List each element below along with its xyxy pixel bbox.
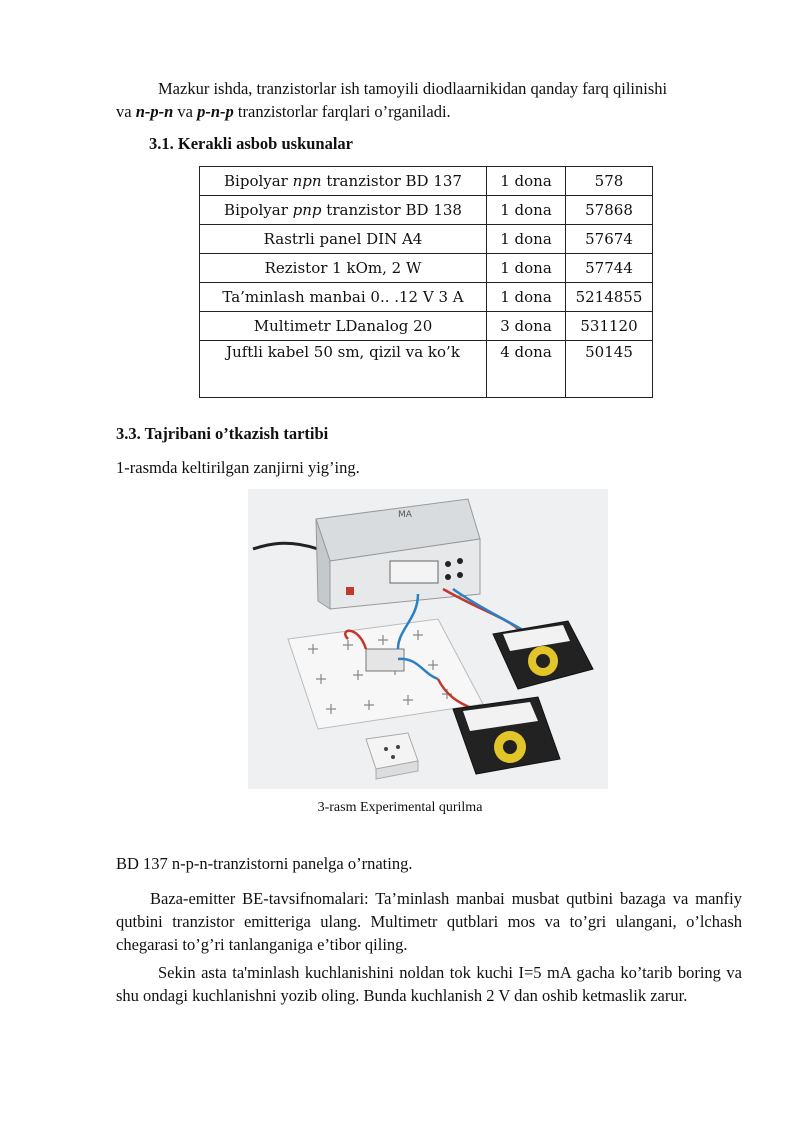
intro-line2-mid: va	[173, 102, 198, 121]
equipment-name: Bipolyar	[224, 172, 293, 190]
equipment-type: npn	[292, 172, 322, 190]
equipment-name: Rezistor 1 kOm, 2 W	[264, 259, 422, 277]
equipment-name: Juftli kabel 50 sm, qizil va ko’k	[226, 343, 460, 361]
equipment-name-cell	[200, 225, 487, 254]
power-supply-unit	[316, 499, 480, 609]
equipment-type: pnp	[292, 201, 322, 219]
intro-line1: Mazkur ishda, tranzistorlar ish tamoyili diodlaarnikidan qanday farq qilinishi	[158, 79, 668, 98]
equipment-quantity: 4 dona	[487, 341, 566, 398]
equipment-row	[200, 254, 653, 283]
experimental-setup-figure	[248, 489, 608, 789]
pnp-term: p-n-p	[197, 102, 234, 121]
section-heading-procedure: 3.3. Tajribani o’tkazish tartibi	[116, 424, 329, 443]
equipment-model: tranzistor BD 138	[321, 201, 462, 219]
equipment-quantity: 1 dona	[487, 283, 566, 312]
equipment-name-cell	[200, 312, 487, 341]
equipment-quantity: 3 dona	[487, 312, 566, 341]
figure-caption: 3-rasm Experimental qurilma	[317, 800, 483, 815]
equipment-code: 531120	[566, 312, 653, 341]
equipment-name-cell	[200, 341, 487, 398]
equipment-row	[200, 167, 653, 196]
equipment-quantity: 1 dona	[487, 254, 566, 283]
equipment-name: Rastrli panel DIN A4	[263, 230, 423, 248]
equipment-name-cell	[200, 196, 487, 225]
equipment-row	[200, 196, 653, 225]
intro-line2-prefix: va	[116, 102, 136, 121]
assemble-instruction: 1-rasmda keltirilgan zanjirni yig’ing.	[116, 458, 360, 477]
equipment-code: 5214855	[566, 283, 653, 312]
equipment-quantity: 1 dona	[487, 167, 566, 196]
be-characteristics-paragraph: Baza-emitter BE-tavsifnomalari: Ta’minlash manbai musbat qutbini bazaga va manfiy qutbini tranzistor emitteriga ulang. Multimetr qutblari mos va to’gri ulangani, o’lchash chegarasi to’g’ri tanlanganiga e’tibor qiling.	[116, 889, 742, 954]
setup-illustration	[248, 489, 608, 789]
equipment-code: 57674	[566, 225, 653, 254]
equipment-code: 50145	[566, 341, 653, 398]
equipment-row	[200, 312, 653, 341]
intro-line2-suffix: tranzistorlar farqlari o’rganiladi.	[233, 102, 451, 121]
equipment-code: 57868	[566, 196, 653, 225]
equipment-table	[199, 166, 653, 398]
equipment-name-cell	[200, 167, 487, 196]
npn-term: n-p-n	[135, 102, 174, 121]
equipment-row	[200, 225, 653, 254]
equipment-name-cell	[200, 283, 487, 312]
intro-paragraph	[116, 77, 742, 123]
equipment-code: 578	[566, 167, 653, 196]
equipment-quantity: 1 dona	[487, 225, 566, 254]
equipment-quantity: 1 dona	[487, 196, 566, 225]
figure-label: MA	[398, 510, 412, 520]
section-heading-equipment: 3.1. Kerakli asbob uskunalar	[149, 134, 354, 153]
equipment-row	[200, 341, 653, 398]
equipment-row	[200, 283, 653, 312]
equipment-code: 57744	[566, 254, 653, 283]
equipment-name-cell	[200, 254, 487, 283]
equipment-name: Ta’minlash manbai 0.. .12 V 3 A	[222, 288, 464, 306]
equipment-name: Bipolyar	[224, 201, 293, 219]
equipment-name: Multimetr LDanalog 20	[253, 317, 433, 335]
equipment-model: tranzistor BD 137	[321, 172, 462, 190]
slow-increase-paragraph: Sekin asta ta'minlash kuchlanishini noldan tok kuchi I=5 mA gacha ko’tarib boring va shu ondagi kuchlanishni yozib oling. Bunda kuchlanish 2 V dan oshib ketmaslik zarur.	[116, 963, 742, 1005]
install-instruction: BD 137 n-p-n-tranzistorni panelga o’rnating.	[116, 854, 413, 873]
